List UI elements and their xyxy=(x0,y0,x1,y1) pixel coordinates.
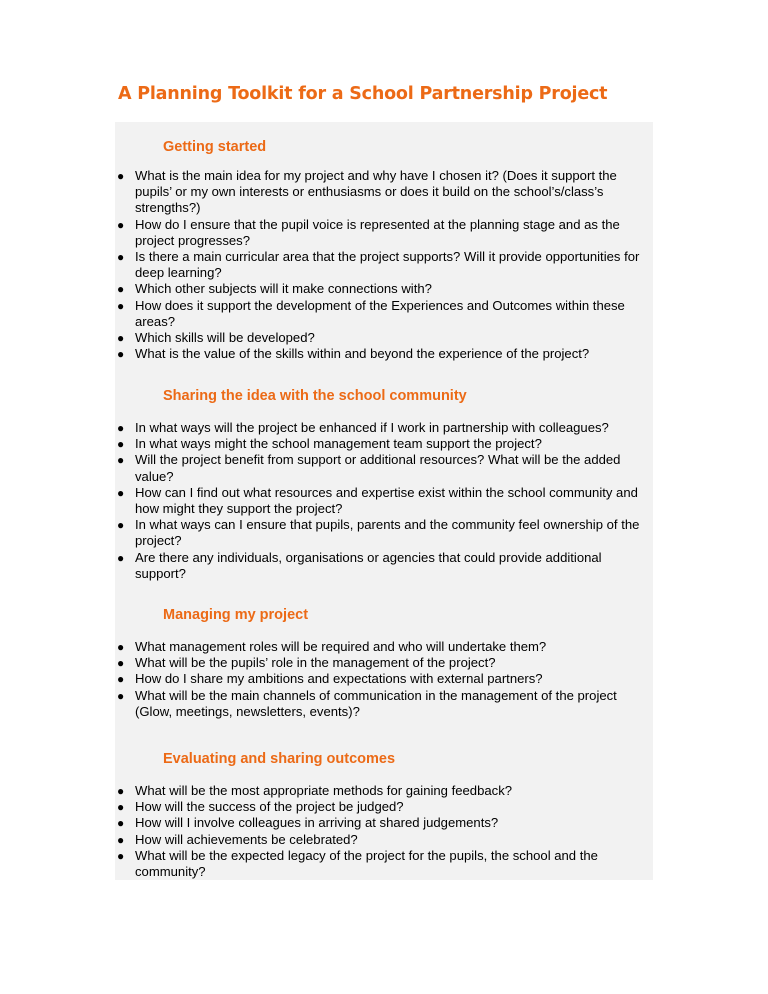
list-item: ● What will be the pupils’ role in the management of the project? xyxy=(117,655,496,671)
list-item: ● How do I ensure that the pupil voice is represented at the planning stage and as the project progresses? xyxy=(117,216,620,248)
bullet-icon: ● xyxy=(117,672,125,687)
bullet-icon: ● xyxy=(117,832,125,847)
bullet-icon: ● xyxy=(117,169,125,183)
list-item: ● Will the project benefit from support or additional resources? What will be the added value? xyxy=(117,452,621,484)
list-item: ● Is there a main curricular area that the project supports? Will it provide opportunities for deep learning? xyxy=(117,249,640,281)
question-list xyxy=(0,168,768,362)
section-evaluating-outcomes xyxy=(0,750,768,880)
list-item: ● How does it support the development of the Experiences and Outcomes within these areas? xyxy=(117,297,625,329)
bullet-icon: ● xyxy=(117,453,125,468)
section-getting-started xyxy=(0,138,768,362)
bullet-icon: ● xyxy=(117,550,125,565)
list-item: ● Which other subjects will it make connections with? xyxy=(117,281,432,297)
list-item: ● What management roles will be required and who will undertake them? xyxy=(117,639,547,654)
bullet-icon: ● xyxy=(117,656,125,671)
bullet-icon: ● xyxy=(117,784,125,798)
bullet-icon: ● xyxy=(117,437,125,452)
list-item: ● How will I involve colleagues in arriving at shared judgements? xyxy=(117,815,499,831)
list-item: ● In what ways will the project be enhanced if I work in partnership with colleagues? xyxy=(117,420,609,435)
list-item: ● Are there any individuals, organisations or agencies that could provide additional support? xyxy=(117,549,602,581)
bullet-icon: ● xyxy=(117,217,125,232)
section-heading: Sharing the idea with the school community xyxy=(163,388,467,404)
list-item: ● Which skills will be developed? xyxy=(117,330,315,346)
list-item: ● What will be the main channels of communication in the management of the project (Glow, meetings, newsletters, events)? xyxy=(117,687,617,719)
bullet-icon: ● xyxy=(117,640,125,654)
bullet-icon: ● xyxy=(117,421,125,435)
bullet-icon: ● xyxy=(117,282,125,297)
list-item: ● How do I share my ambitions and expectations with external partners? xyxy=(117,671,543,687)
section-heading: Getting started xyxy=(163,139,267,155)
list-item: ● What will be the expected legacy of the project for the pupils, the school and the community? xyxy=(117,847,598,880)
question-list xyxy=(0,639,768,720)
bullet-icon: ● xyxy=(117,347,125,362)
question-list xyxy=(0,783,768,880)
bullet-icon: ● xyxy=(117,800,125,815)
section-heading: Evaluating and sharing outcomes xyxy=(163,751,396,767)
list-item: ● In what ways might the school management team support the project? xyxy=(117,436,542,452)
list-item: ● How will the success of the project be judged? xyxy=(117,799,404,815)
list-item: ● How can I find out what resources and expertise exist within the school community and how might they support the project? xyxy=(117,484,638,517)
bullet-icon: ● xyxy=(117,331,125,346)
bullet-icon: ● xyxy=(117,250,125,265)
bullet-icon: ● xyxy=(117,688,125,703)
bullet-icon: ● xyxy=(117,298,125,313)
bullet-icon: ● xyxy=(117,518,125,533)
list-item: ● How will achievements be celebrated? xyxy=(117,831,358,847)
bullet-icon: ● xyxy=(117,485,125,500)
section-sharing-idea xyxy=(0,387,768,582)
question-list xyxy=(0,420,768,582)
list-item: ● What is the main idea for my project and why have I chosen it? (Does it support the pupils’ or my own interests or enthusiasms or does it build on the school’s/class’s strengths?) xyxy=(117,168,617,216)
list-item: ● In what ways can I ensure that pupils, parents and the community feel ownership of the project? xyxy=(117,517,640,549)
section-heading: Managing my project xyxy=(163,607,309,623)
section-managing-project xyxy=(0,606,768,720)
list-item: ● What is the value of the skills within and beyond the experience of the project? xyxy=(117,346,590,362)
document-title: A Planning Toolkit for a School Partnership Project xyxy=(118,84,608,104)
list-item: ● What will be the most appropriate methods for gaining feedback? xyxy=(117,783,513,798)
bullet-icon: ● xyxy=(117,816,125,831)
bullet-icon: ● xyxy=(117,848,125,863)
